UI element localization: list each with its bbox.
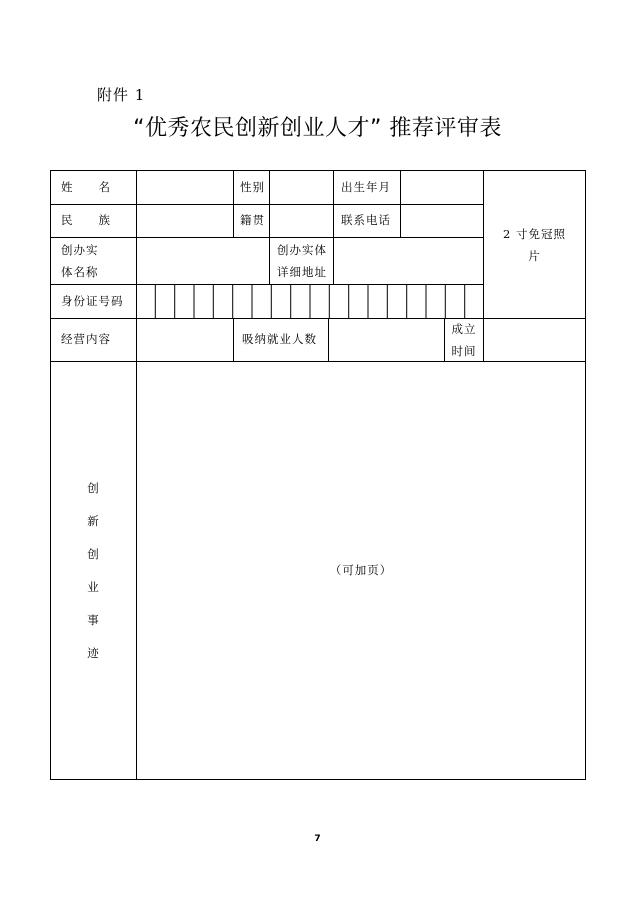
- entity-name-label-text: 创办实体名称: [61, 243, 99, 279]
- name-label: 姓 名: [50, 170, 137, 205]
- id-digit-grid: [136, 284, 484, 319]
- ethnicity-label: 民 族: [50, 204, 137, 238]
- id-number-field[interactable]: [136, 284, 484, 319]
- entity-name-label: [50, 237, 137, 285]
- entity-address-label: [269, 237, 334, 285]
- achievements-note: （可加页）: [329, 562, 393, 577]
- established-label: [444, 318, 484, 362]
- gender-field[interactable]: [269, 170, 334, 205]
- entity-address-field[interactable]: [333, 237, 484, 285]
- phone-label: 联系电话: [333, 204, 401, 238]
- birth-field[interactable]: [400, 170, 484, 205]
- form-title: “优秀农民创新创业人才” 推荐评审表: [133, 116, 502, 141]
- employment-field[interactable]: [328, 318, 445, 362]
- business-scope-label: 经营内容: [50, 318, 137, 362]
- photo-box[interactable]: [483, 170, 586, 319]
- entity-address-label-text: 创办实体详细地址: [277, 243, 327, 279]
- attachment-label: 附件 1: [97, 86, 146, 104]
- ethnicity-field[interactable]: [136, 204, 234, 238]
- photo-label: 2 寸免冠照片: [503, 226, 566, 263]
- established-label-text: 成立时间: [451, 322, 477, 358]
- name-field[interactable]: [136, 170, 234, 205]
- employment-label: 吸纳就业人数: [233, 318, 329, 362]
- achievements-field[interactable]: [136, 361, 586, 780]
- achievements-label-text: 创新创业事迹: [87, 480, 100, 660]
- business-scope-field[interactable]: [136, 318, 234, 362]
- established-field[interactable]: [483, 318, 586, 362]
- entity-name-field[interactable]: [136, 237, 270, 285]
- phone-field[interactable]: [400, 204, 484, 238]
- birth-label: 出生年月: [333, 170, 401, 205]
- achievements-label: [50, 361, 137, 780]
- native-place-label: 籍贯: [233, 204, 270, 238]
- id-number-label: 身份证号码: [50, 284, 137, 319]
- gender-label: 性别: [233, 170, 270, 205]
- native-place-field[interactable]: [269, 204, 334, 238]
- page-number: 7: [314, 834, 321, 844]
